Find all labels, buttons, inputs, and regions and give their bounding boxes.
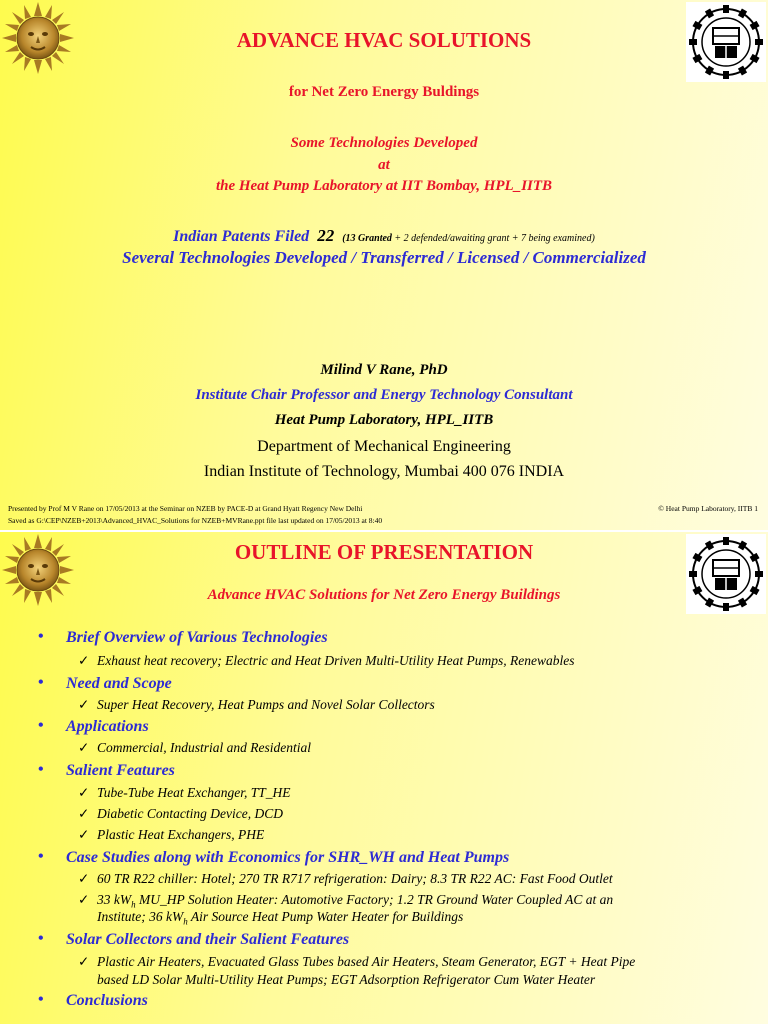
patents-label: Indian Patents Filed: [173, 228, 310, 245]
technology-transfer-line: Several Technologies Developed / Transferred / Licensed / Commercialized: [122, 248, 646, 267]
footer-presented: Presented by Prof M V Rane on 17/05/2013 at the Seminar on NZEB by PACE-D at Grand Hyatt Regency New Delhi: [8, 504, 363, 513]
slide-title: ADVANCE HVAC SOLUTIONS: [236, 28, 532, 52]
at-line: at: [378, 157, 390, 173]
author-role: Institute Chair Professor and Energy Technology Consultant: [195, 387, 573, 403]
footer-copyright: © Heat Pump Laboratory, IITB 1: [658, 504, 758, 513]
slide-subtitle: for Net Zero Energy Buldings: [288, 84, 480, 100]
author-name: Milind V Rane, PhD: [320, 362, 448, 378]
check-icon: ✓: [78, 827, 90, 842]
lab-line: the Heat Pump Laboratory at IIT Bombay, HPL_IITB: [215, 178, 553, 194]
outline-slide: OUTLINE OF PRESENTATION Advance HVAC Solutions for Net Zero Energy Buildings • Brief Overview of Various Technologies ✓ Exhaust heat recovery; Electric and Heat Driven Multi-Utility Heat Pumps, Renewables • Need and Scope ✓ Super Heat Recovery, Heat Pumps and Novel Solar Collectors • Applications ✓ Commercial, Industrial and Residential • Salient Features ✓ Tube-Tube Heat Exchanger, TT_HE ✓ Diabetic Contacting Device, DCD ✓ Plastic Heat Exchangers, PHE • Case Studies along with Economics for SHR_WH and Heat Pumps ✓ 60 TR R22 chiller: Hotel; 270 TR R717 refrigeration: Dairy; 8.3 TR R22 AC: Fast Food Outlet ✓ 33 $kW_h$ MU_HP Solution Heater: Automotive Factory; 1.2 TR Ground Water Coupled AC at an Institute; 36 $kW_h$ Air Source Heat Pump Water Heater for Buildings • Solar Collectors and their Salient Features ✓ Plastic Air Heaters, Evacuated Glass Tubes based Air Heaters, Steam Generator, EGT + Heat Pipe based LD Solar Multi-Utility Heat Pumps; EGT Adsorption Refrigerator Cum Water Heater • Conclusions: [0, 532, 768, 1024]
slide-title: OUTLINE OF PRESENTATION: [234, 540, 534, 564]
check-icon: ✓: [78, 740, 90, 755]
institute: Indian Institute of Technology, Mumbai 400 076 INDIA: [203, 463, 565, 480]
check-icon: ✓: [78, 954, 90, 969]
footer-saved: Saved as G:\CEP\NZEB+2013\Advanced_HVAC_Solutions for NZEB+MVRane.ppt file last updated on 17/05/2013 at 8:40: [8, 516, 383, 525]
slide-subtitle: Advance HVAC Solutions for Net Zero Energy Buildings: [207, 587, 561, 603]
patents-granted: (13 Granted: [342, 233, 392, 244]
check-icon: ✓: [78, 653, 90, 668]
check-icon: ✓: [78, 785, 90, 800]
patents-detail: + 2 defended/awaiting grant + 7 being examined): [391, 233, 595, 244]
check-icon: ✓: [78, 871, 90, 886]
technologies-line: Some Technologies Developed: [290, 135, 478, 151]
check-icon: ✓: [78, 697, 90, 712]
department: Department of Mechanical Engineering: [257, 438, 511, 455]
patents-count: 22: [317, 226, 335, 245]
check-icon: ✓: [78, 806, 90, 821]
patents-line: [0, 226, 768, 246]
check-icon: ✓: [78, 892, 90, 907]
lab-name: Heat Pump Laboratory, HPL_IITB: [274, 412, 494, 428]
